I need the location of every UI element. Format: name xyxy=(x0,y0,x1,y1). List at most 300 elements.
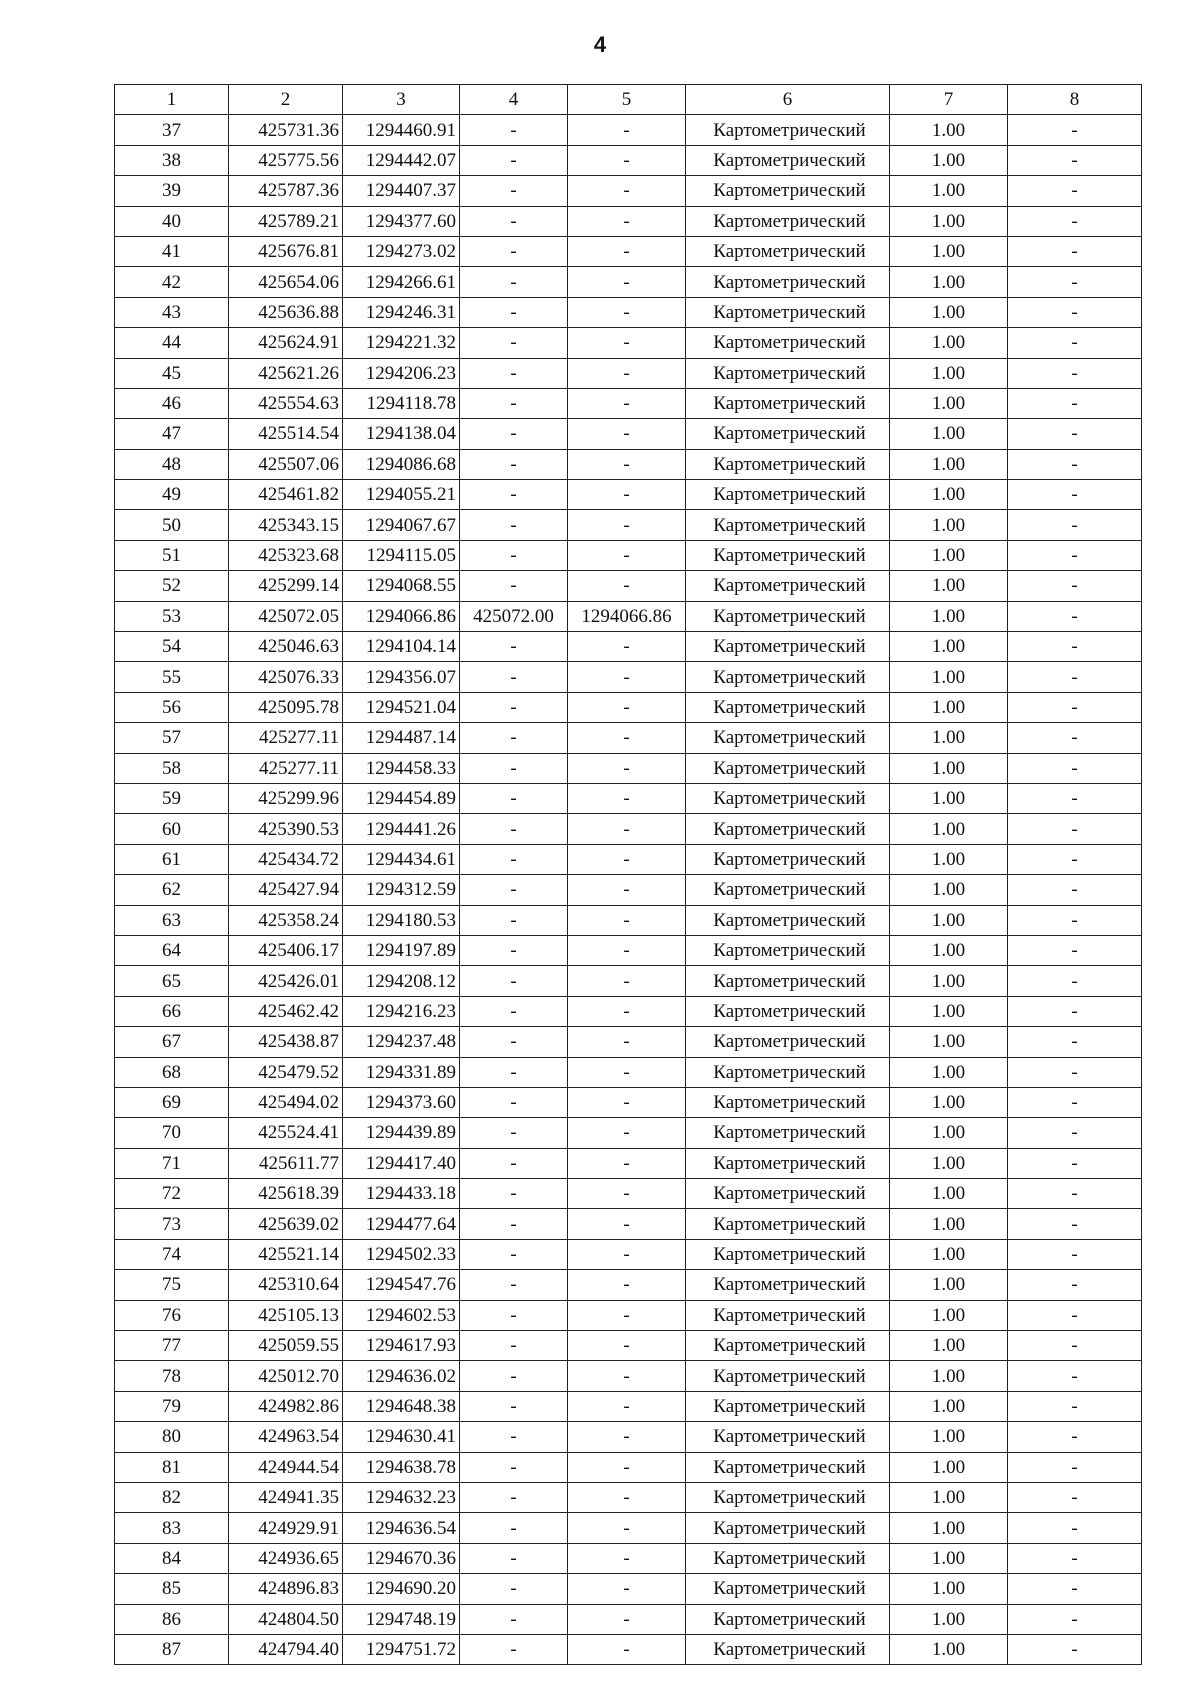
y-prev-cell: - xyxy=(568,1270,686,1300)
y-coordinate-cell: 1294751.72 xyxy=(343,1634,460,1664)
x-prev-cell: - xyxy=(460,419,568,449)
method-cell: Картометрический xyxy=(686,1543,890,1573)
point-number-cell: 50 xyxy=(115,510,229,540)
y-prev-cell: - xyxy=(568,176,686,206)
point-number-cell: 65 xyxy=(115,966,229,996)
table-row xyxy=(115,1331,1142,1361)
point-number-cell: 59 xyxy=(115,783,229,813)
table-row xyxy=(115,1391,1142,1421)
description-cell: - xyxy=(1008,844,1142,874)
accuracy-cell: 1.00 xyxy=(890,1331,1008,1361)
y-coordinate-cell: 1294086.68 xyxy=(343,449,460,479)
x-prev-cell: - xyxy=(460,1209,568,1239)
description-cell: - xyxy=(1008,1087,1142,1117)
table-row xyxy=(115,297,1142,327)
x-coordinate-cell: 425323.68 xyxy=(229,540,343,570)
x-prev-cell: - xyxy=(460,449,568,479)
x-prev-cell: - xyxy=(460,783,568,813)
method-cell: Картометрический xyxy=(686,1300,890,1330)
method-cell: Картометрический xyxy=(686,1209,890,1239)
table-row xyxy=(115,328,1142,358)
point-number-cell: 77 xyxy=(115,1331,229,1361)
x-coordinate-cell: 425621.26 xyxy=(229,358,343,388)
y-coordinate-cell: 1294439.89 xyxy=(343,1118,460,1148)
x-coordinate-cell: 424941.35 xyxy=(229,1482,343,1512)
x-prev-cell: - xyxy=(460,540,568,570)
point-number-cell: 80 xyxy=(115,1422,229,1452)
table-row xyxy=(115,783,1142,813)
method-cell: Картометрический xyxy=(686,1574,890,1604)
description-cell: - xyxy=(1008,540,1142,570)
method-cell: Картометрический xyxy=(686,297,890,327)
method-cell: Картометрический xyxy=(686,814,890,844)
point-number-cell: 52 xyxy=(115,571,229,601)
y-coordinate-cell: 1294638.78 xyxy=(343,1452,460,1482)
y-coordinate-cell: 1294206.23 xyxy=(343,358,460,388)
point-number-cell: 73 xyxy=(115,1209,229,1239)
x-coordinate-cell: 424804.50 xyxy=(229,1604,343,1634)
point-number-cell: 83 xyxy=(115,1513,229,1543)
y-coordinate-cell: 1294180.53 xyxy=(343,905,460,935)
description-cell: - xyxy=(1008,388,1142,418)
accuracy-cell: 1.00 xyxy=(890,1574,1008,1604)
table-row xyxy=(115,1118,1142,1148)
y-coordinate-cell: 1294748.19 xyxy=(343,1604,460,1634)
accuracy-cell: 1.00 xyxy=(890,297,1008,327)
description-cell: - xyxy=(1008,1148,1142,1178)
y-coordinate-cell: 1294636.02 xyxy=(343,1361,460,1391)
x-prev-cell: - xyxy=(460,844,568,874)
y-prev-cell: - xyxy=(568,388,686,418)
description-cell: - xyxy=(1008,267,1142,297)
point-number-cell: 68 xyxy=(115,1057,229,1087)
description-cell: - xyxy=(1008,1300,1142,1330)
method-cell: Картометрический xyxy=(686,692,890,722)
x-coordinate-cell: 425072.05 xyxy=(229,601,343,631)
point-number-cell: 49 xyxy=(115,480,229,510)
method-cell: Картометрический xyxy=(686,328,890,358)
y-coordinate-cell: 1294441.26 xyxy=(343,814,460,844)
point-number-cell: 44 xyxy=(115,328,229,358)
column-header: 8 xyxy=(1008,85,1142,115)
x-prev-cell: - xyxy=(460,662,568,692)
x-prev-cell: - xyxy=(460,753,568,783)
accuracy-cell: 1.00 xyxy=(890,601,1008,631)
x-coordinate-cell: 425789.21 xyxy=(229,206,343,236)
y-prev-cell: - xyxy=(568,753,686,783)
y-coordinate-cell: 1294055.21 xyxy=(343,480,460,510)
description-cell: - xyxy=(1008,996,1142,1026)
table-row xyxy=(115,1604,1142,1634)
x-coordinate-cell: 425554.63 xyxy=(229,388,343,418)
x-prev-cell: - xyxy=(460,1027,568,1057)
description-cell: - xyxy=(1008,328,1142,358)
method-cell: Картометрический xyxy=(686,571,890,601)
accuracy-cell: 1.00 xyxy=(890,814,1008,844)
accuracy-cell: 1.00 xyxy=(890,783,1008,813)
x-prev-cell: - xyxy=(460,1482,568,1512)
description-cell: - xyxy=(1008,571,1142,601)
point-number-cell: 56 xyxy=(115,692,229,722)
x-prev-cell: - xyxy=(460,297,568,327)
x-coordinate-cell: 425390.53 xyxy=(229,814,343,844)
description-cell: - xyxy=(1008,1118,1142,1148)
point-number-cell: 51 xyxy=(115,540,229,570)
table-row xyxy=(115,1179,1142,1209)
table-row xyxy=(115,419,1142,449)
y-prev-cell: - xyxy=(568,1027,686,1057)
point-number-cell: 70 xyxy=(115,1118,229,1148)
description-cell: - xyxy=(1008,723,1142,753)
description-cell: - xyxy=(1008,1057,1142,1087)
table-row xyxy=(115,1209,1142,1239)
x-prev-cell: - xyxy=(460,1452,568,1482)
description-cell: - xyxy=(1008,935,1142,965)
x-coordinate-cell: 425479.52 xyxy=(229,1057,343,1087)
accuracy-cell: 1.00 xyxy=(890,1239,1008,1269)
accuracy-cell: 1.00 xyxy=(890,1422,1008,1452)
point-number-cell: 78 xyxy=(115,1361,229,1391)
table-row xyxy=(115,1634,1142,1664)
table-row xyxy=(115,1270,1142,1300)
y-prev-cell: - xyxy=(568,632,686,662)
x-prev-cell: - xyxy=(460,905,568,935)
x-coordinate-cell: 425046.63 xyxy=(229,632,343,662)
column-header: 5 xyxy=(568,85,686,115)
x-coordinate-cell: 425434.72 xyxy=(229,844,343,874)
table-row xyxy=(115,935,1142,965)
accuracy-cell: 1.00 xyxy=(890,692,1008,722)
y-prev-cell: - xyxy=(568,814,686,844)
accuracy-cell: 1.00 xyxy=(890,267,1008,297)
y-prev-cell: - xyxy=(568,358,686,388)
accuracy-cell: 1.00 xyxy=(890,388,1008,418)
point-number-cell: 71 xyxy=(115,1148,229,1178)
x-prev-cell: - xyxy=(460,176,568,206)
table-row xyxy=(115,1452,1142,1482)
point-number-cell: 74 xyxy=(115,1239,229,1269)
y-coordinate-cell: 1294377.60 xyxy=(343,206,460,236)
table-row xyxy=(115,1148,1142,1178)
x-coordinate-cell: 425636.88 xyxy=(229,297,343,327)
y-coordinate-cell: 1294502.33 xyxy=(343,1239,460,1269)
point-number-cell: 67 xyxy=(115,1027,229,1057)
y-coordinate-cell: 1294266.61 xyxy=(343,267,460,297)
table-row xyxy=(115,753,1142,783)
y-prev-cell: - xyxy=(568,419,686,449)
method-cell: Картометрический xyxy=(686,449,890,479)
y-prev-cell: - xyxy=(568,1452,686,1482)
description-cell: - xyxy=(1008,1634,1142,1664)
point-number-cell: 63 xyxy=(115,905,229,935)
x-prev-cell: - xyxy=(460,206,568,236)
x-prev-cell: - xyxy=(460,571,568,601)
accuracy-cell: 1.00 xyxy=(890,753,1008,783)
accuracy-cell: 1.00 xyxy=(890,935,1008,965)
method-cell: Картометрический xyxy=(686,1331,890,1361)
method-cell: Картометрический xyxy=(686,601,890,631)
y-coordinate-cell: 1294632.23 xyxy=(343,1482,460,1512)
point-number-cell: 61 xyxy=(115,844,229,874)
table-row xyxy=(115,905,1142,935)
accuracy-cell: 1.00 xyxy=(890,1148,1008,1178)
method-cell: Картометрический xyxy=(686,1391,890,1421)
y-coordinate-cell: 1294197.89 xyxy=(343,935,460,965)
y-prev-cell: - xyxy=(568,297,686,327)
table-row xyxy=(115,571,1142,601)
point-number-cell: 55 xyxy=(115,662,229,692)
y-prev-cell: - xyxy=(568,1118,686,1148)
x-prev-cell: - xyxy=(460,1300,568,1330)
method-cell: Картометрический xyxy=(686,236,890,266)
accuracy-cell: 1.00 xyxy=(890,1270,1008,1300)
y-coordinate-cell: 1294460.91 xyxy=(343,115,460,145)
method-cell: Картометрический xyxy=(686,1179,890,1209)
method-cell: Картометрический xyxy=(686,510,890,540)
accuracy-cell: 1.00 xyxy=(890,206,1008,236)
description-cell: - xyxy=(1008,632,1142,662)
method-cell: Картометрический xyxy=(686,388,890,418)
point-number-cell: 45 xyxy=(115,358,229,388)
table-row xyxy=(115,692,1142,722)
description-cell: - xyxy=(1008,905,1142,935)
point-number-cell: 53 xyxy=(115,601,229,631)
accuracy-cell: 1.00 xyxy=(890,1118,1008,1148)
y-prev-cell: - xyxy=(568,1574,686,1604)
y-coordinate-cell: 1294118.78 xyxy=(343,388,460,418)
method-cell: Картометрический xyxy=(686,1482,890,1512)
accuracy-cell: 1.00 xyxy=(890,1179,1008,1209)
x-coordinate-cell: 425524.41 xyxy=(229,1118,343,1148)
table-body xyxy=(115,115,1142,1665)
accuracy-cell: 1.00 xyxy=(890,1087,1008,1117)
y-coordinate-cell: 1294138.04 xyxy=(343,419,460,449)
y-coordinate-cell: 1294407.37 xyxy=(343,176,460,206)
x-prev-cell: - xyxy=(460,267,568,297)
x-prev-cell: - xyxy=(460,328,568,358)
table-row xyxy=(115,145,1142,175)
x-coordinate-cell: 425277.11 xyxy=(229,723,343,753)
method-cell: Картометрический xyxy=(686,844,890,874)
accuracy-cell: 1.00 xyxy=(890,419,1008,449)
x-prev-cell: - xyxy=(460,966,568,996)
y-prev-cell: - xyxy=(568,328,686,358)
description-cell: - xyxy=(1008,1270,1142,1300)
x-coordinate-cell: 425676.81 xyxy=(229,236,343,266)
x-coordinate-cell: 425105.13 xyxy=(229,1300,343,1330)
table-row xyxy=(115,601,1142,631)
table-row xyxy=(115,1422,1142,1452)
table-row xyxy=(115,1087,1142,1117)
method-cell: Картометрический xyxy=(686,966,890,996)
table-header-row xyxy=(115,85,1142,115)
description-cell: - xyxy=(1008,449,1142,479)
y-coordinate-cell: 1294417.40 xyxy=(343,1148,460,1178)
x-coordinate-cell: 425461.82 xyxy=(229,480,343,510)
table-row xyxy=(115,267,1142,297)
column-header: 1 xyxy=(115,85,229,115)
y-prev-cell: - xyxy=(568,723,686,753)
x-prev-cell: - xyxy=(460,1422,568,1452)
x-coordinate-cell: 425406.17 xyxy=(229,935,343,965)
method-cell: Картометрический xyxy=(686,1239,890,1269)
x-coordinate-cell: 425427.94 xyxy=(229,875,343,905)
y-prev-cell: - xyxy=(568,692,686,722)
accuracy-cell: 1.00 xyxy=(890,844,1008,874)
description-cell: - xyxy=(1008,1604,1142,1634)
table-row xyxy=(115,176,1142,206)
method-cell: Картометрический xyxy=(686,1634,890,1664)
point-number-cell: 57 xyxy=(115,723,229,753)
y-prev-cell: - xyxy=(568,1422,686,1452)
x-coordinate-cell: 425438.87 xyxy=(229,1027,343,1057)
x-coordinate-cell: 424936.65 xyxy=(229,1543,343,1573)
description-cell: - xyxy=(1008,814,1142,844)
point-number-cell: 42 xyxy=(115,267,229,297)
table-row xyxy=(115,723,1142,753)
accuracy-cell: 1.00 xyxy=(890,510,1008,540)
accuracy-cell: 1.00 xyxy=(890,540,1008,570)
table-row xyxy=(115,1513,1142,1543)
table-row xyxy=(115,449,1142,479)
method-cell: Картометрический xyxy=(686,996,890,1026)
description-cell: - xyxy=(1008,1422,1142,1452)
x-coordinate-cell: 425611.77 xyxy=(229,1148,343,1178)
y-coordinate-cell: 1294547.76 xyxy=(343,1270,460,1300)
description-cell: - xyxy=(1008,206,1142,236)
y-prev-cell: - xyxy=(568,1391,686,1421)
y-prev-cell: - xyxy=(568,1087,686,1117)
point-number-cell: 60 xyxy=(115,814,229,844)
point-number-cell: 48 xyxy=(115,449,229,479)
y-coordinate-cell: 1294454.89 xyxy=(343,783,460,813)
accuracy-cell: 1.00 xyxy=(890,176,1008,206)
method-cell: Картометрический xyxy=(686,145,890,175)
x-coordinate-cell: 424944.54 xyxy=(229,1452,343,1482)
description-cell: - xyxy=(1008,875,1142,905)
accuracy-cell: 1.00 xyxy=(890,358,1008,388)
method-cell: Картометрический xyxy=(686,632,890,662)
table-row xyxy=(115,115,1142,145)
x-coordinate-cell: 425494.02 xyxy=(229,1087,343,1117)
description-cell: - xyxy=(1008,1239,1142,1269)
description-cell: - xyxy=(1008,510,1142,540)
accuracy-cell: 1.00 xyxy=(890,1634,1008,1664)
accuracy-cell: 1.00 xyxy=(890,662,1008,692)
accuracy-cell: 1.00 xyxy=(890,1604,1008,1634)
point-number-cell: 47 xyxy=(115,419,229,449)
accuracy-cell: 1.00 xyxy=(890,1543,1008,1573)
table-row xyxy=(115,1543,1142,1573)
y-coordinate-cell: 1294115.05 xyxy=(343,540,460,570)
x-coordinate-cell: 424794.40 xyxy=(229,1634,343,1664)
description-cell: - xyxy=(1008,1452,1142,1482)
method-cell: Картометрический xyxy=(686,875,890,905)
method-cell: Картометрический xyxy=(686,206,890,236)
description-cell: - xyxy=(1008,1574,1142,1604)
y-coordinate-cell: 1294434.61 xyxy=(343,844,460,874)
y-prev-cell: - xyxy=(568,875,686,905)
y-coordinate-cell: 1294602.53 xyxy=(343,1300,460,1330)
x-prev-cell: - xyxy=(460,1239,568,1269)
y-prev-cell: - xyxy=(568,935,686,965)
accuracy-cell: 1.00 xyxy=(890,1300,1008,1330)
y-prev-cell: - xyxy=(568,905,686,935)
point-number-cell: 72 xyxy=(115,1179,229,1209)
point-number-cell: 69 xyxy=(115,1087,229,1117)
x-coordinate-cell: 425507.06 xyxy=(229,449,343,479)
x-coordinate-cell: 425514.54 xyxy=(229,419,343,449)
table-row xyxy=(115,480,1142,510)
point-number-cell: 58 xyxy=(115,753,229,783)
accuracy-cell: 1.00 xyxy=(890,875,1008,905)
accuracy-cell: 1.00 xyxy=(890,571,1008,601)
accuracy-cell: 1.00 xyxy=(890,1209,1008,1239)
y-prev-cell: - xyxy=(568,1209,686,1239)
y-coordinate-cell: 1294670.36 xyxy=(343,1543,460,1573)
description-cell: - xyxy=(1008,419,1142,449)
point-number-cell: 82 xyxy=(115,1482,229,1512)
y-prev-cell: - xyxy=(568,1148,686,1178)
x-coordinate-cell: 425787.36 xyxy=(229,176,343,206)
point-number-cell: 54 xyxy=(115,632,229,662)
y-prev-cell: - xyxy=(568,1057,686,1087)
point-number-cell: 37 xyxy=(115,115,229,145)
x-prev-cell: - xyxy=(460,1513,568,1543)
y-coordinate-cell: 1294068.55 xyxy=(343,571,460,601)
method-cell: Картометрический xyxy=(686,783,890,813)
y-coordinate-cell: 1294067.67 xyxy=(343,510,460,540)
method-cell: Картометрический xyxy=(686,753,890,783)
point-number-cell: 38 xyxy=(115,145,229,175)
x-coordinate-cell: 425521.14 xyxy=(229,1239,343,1269)
y-prev-cell: - xyxy=(568,1513,686,1543)
accuracy-cell: 1.00 xyxy=(890,1452,1008,1482)
y-prev-cell: - xyxy=(568,1543,686,1573)
y-coordinate-cell: 1294208.12 xyxy=(343,966,460,996)
point-number-cell: 40 xyxy=(115,206,229,236)
x-coordinate-cell: 425012.70 xyxy=(229,1361,343,1391)
method-cell: Картометрический xyxy=(686,1087,890,1117)
point-number-cell: 85 xyxy=(115,1574,229,1604)
description-cell: - xyxy=(1008,297,1142,327)
description-cell: - xyxy=(1008,966,1142,996)
description-cell: - xyxy=(1008,1331,1142,1361)
accuracy-cell: 1.00 xyxy=(890,905,1008,935)
x-coordinate-cell: 425310.64 xyxy=(229,1270,343,1300)
y-prev-cell: - xyxy=(568,1604,686,1634)
point-number-cell: 46 xyxy=(115,388,229,418)
y-coordinate-cell: 1294373.60 xyxy=(343,1087,460,1117)
x-prev-cell: - xyxy=(460,723,568,753)
point-number-cell: 62 xyxy=(115,875,229,905)
y-coordinate-cell: 1294221.32 xyxy=(343,328,460,358)
table-row xyxy=(115,206,1142,236)
x-prev-cell: - xyxy=(460,358,568,388)
accuracy-cell: 1.00 xyxy=(890,723,1008,753)
y-prev-cell: - xyxy=(568,1179,686,1209)
x-prev-cell: - xyxy=(460,115,568,145)
x-coordinate-cell: 424929.91 xyxy=(229,1513,343,1543)
y-coordinate-cell: 1294246.31 xyxy=(343,297,460,327)
y-coordinate-cell: 1294648.38 xyxy=(343,1391,460,1421)
point-number-cell: 66 xyxy=(115,996,229,1026)
accuracy-cell: 1.00 xyxy=(890,632,1008,662)
method-cell: Картометрический xyxy=(686,1422,890,1452)
y-prev-cell: - xyxy=(568,267,686,297)
point-number-cell: 81 xyxy=(115,1452,229,1482)
y-coordinate-cell: 1294273.02 xyxy=(343,236,460,266)
